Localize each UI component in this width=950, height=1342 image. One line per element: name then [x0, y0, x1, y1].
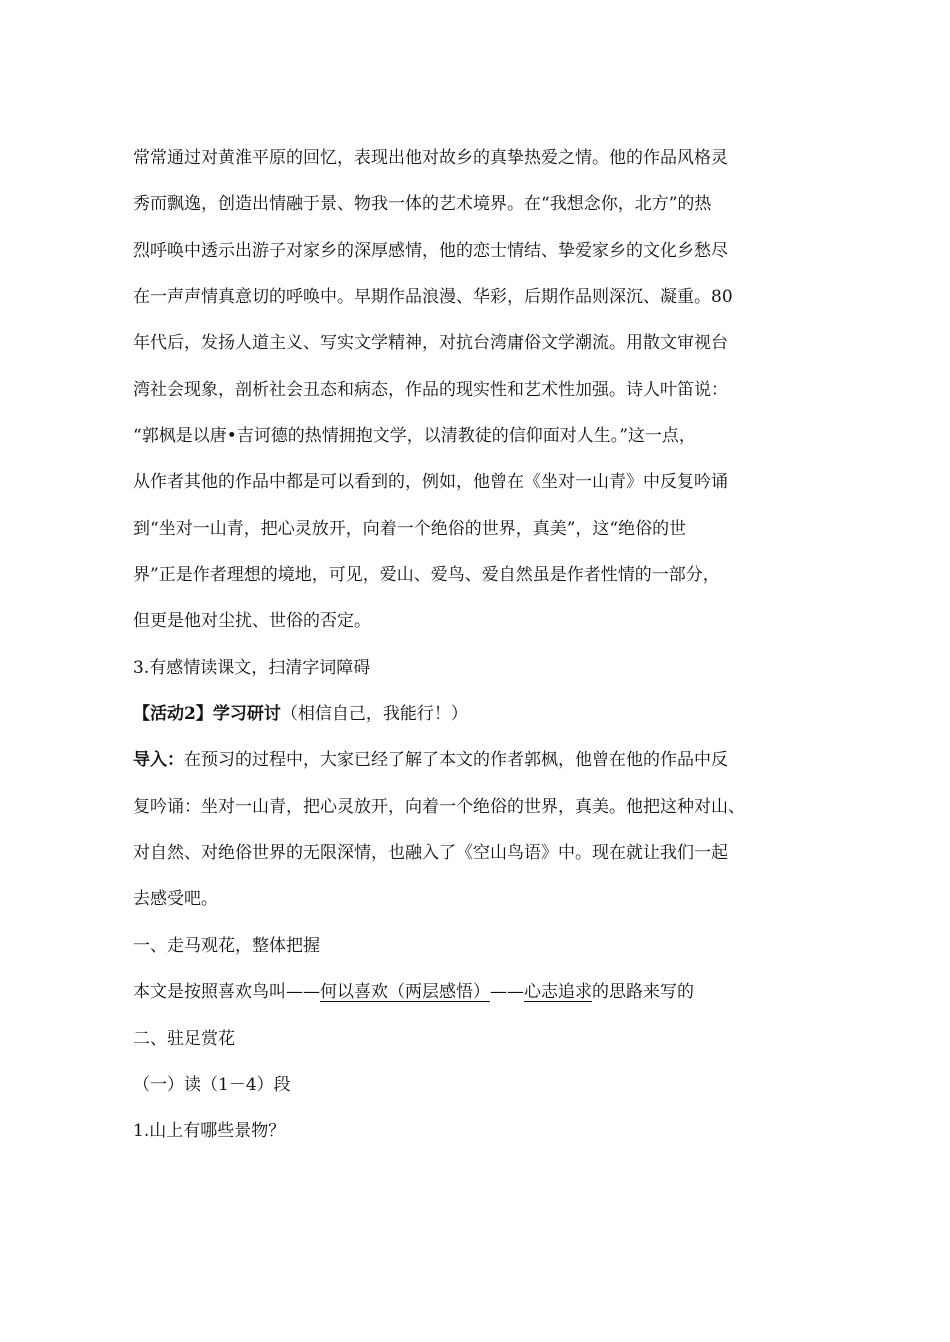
section-2-sub-1: （一）读（1－4）段 — [133, 1075, 291, 1095]
body-text-line: 秀而飘逸，创造出情融于景、物我一体的艺术境界。在“我想念你，北方”的热 — [133, 194, 712, 214]
body-text-line: 烈呼唤中透示出游子对家乡的深厚感情，他的恋士情结、挚爱家乡的文化乡愁尽 — [133, 241, 728, 261]
body-text-line: 在一声声情真意切的呼唤中。早期作品浪漫、华彩，后期作品则深沉、凝重。80 — [133, 287, 733, 307]
intro-text: 在预习的过程中，大家已经了解了本文的作者郭枫，他曾在他的作品中反 — [184, 750, 728, 770]
structure-sentence — [133, 980, 694, 1004]
intro-line: 对自然、对绝俗世界的无限深情，也融入了《空山鸟语》中。现在就让我们一起 — [133, 843, 728, 863]
structure-underline-1: 何以喜欢（两层感悟） — [320, 982, 490, 1002]
body-text-line: “郭枫是以唐•吉诃德的热情拥抱文学，以清教徒的信仰面对人生。”这一点， — [133, 426, 696, 446]
body-text-line: 从作者其他的作品中都是可以看到的，例如，他曾在《坐对一山青》中反复吟诵 — [133, 472, 728, 492]
activity-2-heading: 【活动2】学习研讨 — [133, 704, 281, 724]
section-1-title: 一、走马观花，整体把握 — [133, 936, 320, 956]
body-text-line: 但更是他对尘扰、世俗的否定。 — [133, 611, 371, 631]
intro-line: 复吟诵：坐对一山青，把心灵放开，向着一个绝俗的世界，真美。他把这种对山、 — [133, 797, 745, 817]
structure-dash: —— — [490, 982, 524, 1002]
body-text-line: 常常通过对黄淮平原的回忆，表现出他对故乡的真挚热爱之情。他的作品风格灵 — [133, 148, 728, 168]
intro-label: 导入： — [133, 750, 184, 770]
structure-start: 本文是按照喜欢鸟叫—— — [133, 982, 320, 1002]
body-text-line: 到“坐对一山青，把心灵放开，向着一个绝俗的世界，真美”，这“绝俗的世 — [133, 519, 687, 539]
activity-2-heading-line — [133, 702, 468, 726]
intro-line: 去感受吧。 — [133, 889, 218, 909]
body-text-line: 湾社会现象，剖析社会丑态和病态，作品的现实性和艺术性加强。诗人叶笛说： — [133, 380, 728, 400]
step-3-text: 3.有感情读课文，扫清字词障碍 — [133, 658, 371, 678]
structure-end: 的思路来写的 — [592, 982, 694, 1002]
section-2-title: 二、驻足赏花 — [133, 1029, 235, 1049]
body-text-line: 界”正是作者理想的境地，可见，爱山、爱鸟、爱自然虽是作者性情的一部分， — [133, 565, 720, 585]
intro-line — [133, 748, 728, 772]
activity-2-subtitle: （相信自己，我能行！） — [280, 704, 468, 724]
question-1: 1.山上有哪些景物？ — [133, 1121, 286, 1141]
structure-underline-2: 心志追求 — [524, 982, 592, 1002]
body-text-line: 年代后，发扬人道主义、写实文学精神，对抗台湾庸俗文学潮流。用散文审视台 — [133, 333, 728, 353]
